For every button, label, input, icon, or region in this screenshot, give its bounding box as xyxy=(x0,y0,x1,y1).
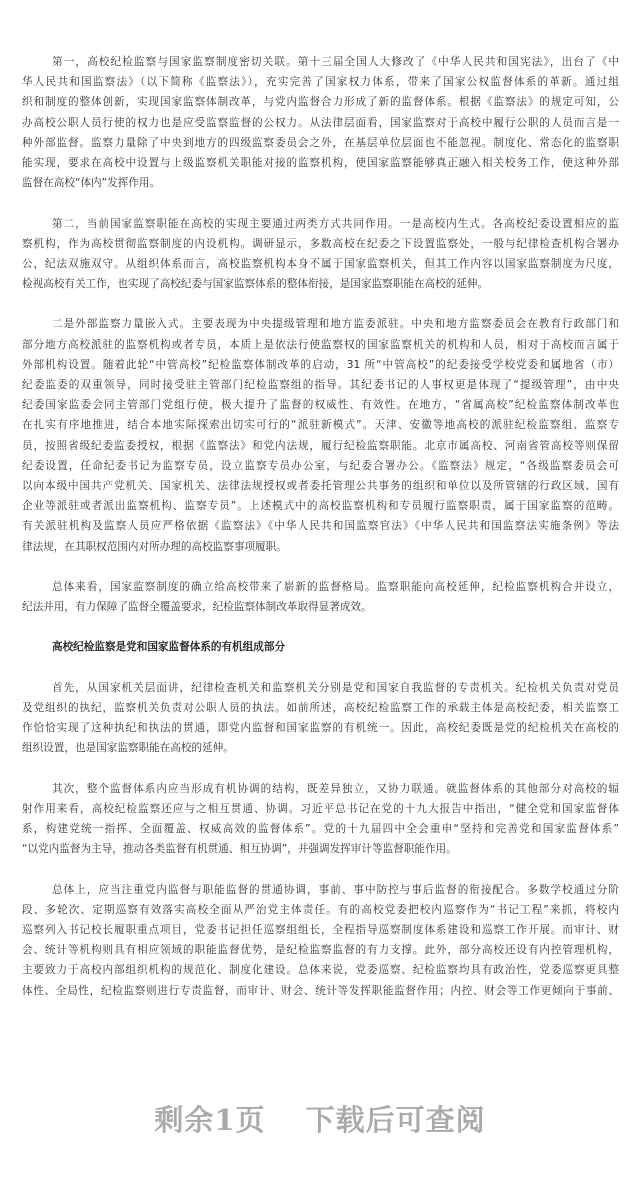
text-line: 巡察列入书记校长履职重点项目，党委书记担任巡察组组长，全程指导巡察制度体系建设和巡察工作开展。而审计、财 xyxy=(22,924,619,937)
text-line: 作恰恰实现了这种执纪和执法的贯通，即党内监督和国家监察的有机统一。因此，高校纪委既是党的纪检机关在高校的 xyxy=(22,722,619,735)
paragraph xyxy=(22,779,619,860)
text-line: 首先，从国家机关层面讲，纪律检查机关和监察机关分别是党和国家自我监督的专责机关。纪检机关负责对党员 xyxy=(52,681,619,694)
text-line: 有关派驻机构及监察人员应严格依据《监察法》《中华人民共和国监察官法》《中华人民共和国监察法实施条例》等法 xyxy=(22,520,619,533)
text-line: 其次，整个监督体系内应当形成有机协调的结构，既差异独立，又协力联通。就监督体系的其他部分对高校的辐 xyxy=(52,782,619,795)
text-line: 外部机构设置。随着此轮“中管高校”纪检监察体制改革的启动，31 所“中管高校”的纪委接受学校党委和属地省（市） xyxy=(22,358,619,371)
text-line: 射作用来看，高校纪检监察还应与之相互贯通、协调。习近平总书记在党的十九大报告中指出，“健全党和国家监督体 xyxy=(22,802,619,815)
text-line: 体性、全局性，纪检监察则进行专责监督，而审计、财会、统计等发挥职能监督作用；内控、财会等工作更倾向于事前、 xyxy=(22,984,619,997)
paragraph xyxy=(22,314,619,556)
text-line: 监督在高校“体内”发挥作用。 xyxy=(22,177,161,190)
text-line: 公，纪法双施双守。从组织体系而言，高校监察机构本身不属于国家监察机关，但其工作内容以国家监察制度为尺度， xyxy=(22,257,619,270)
text-line: 主要致力于高校内部组织机构的规范化、制度化建设。总体来说，党委巡察、纪检监察均具有政治性，党委巡察更具整 xyxy=(22,964,619,977)
text-line: 部分地方高校派驻的监察机构或者专员，本质上是依法行使监察权的国家监察机关的机构和人员，相对于高校而言属于 xyxy=(22,338,619,351)
paragraph xyxy=(22,880,619,1001)
text-line: 以向本级中国共产党机关、国家机关、法律法规授权或者委托管理公共事务的组织和单位以及所管辖的行政区域、国有 xyxy=(22,479,619,492)
paragraph xyxy=(22,678,619,759)
text-line: 总体上，应当注重党内监督与职能监督的贯通协调，事前、事中防控与事后监督的衔接配合。多数学校通过分阶 xyxy=(52,883,619,896)
text-line: “以党内监督为主导，推动各类监督有机贯通、相互协调”，并强调发挥审计等监督职能作用。 xyxy=(22,843,457,856)
download-prompt-banner[interactable] xyxy=(0,1098,640,1139)
text-line: 高校纪检监察是党和国家监督体系的有机组成部分 xyxy=(52,641,286,654)
text-line: 纪法并用，有力保障了监督全覆盖要求，纪检监察体制改革取得显著成效。 xyxy=(22,601,372,614)
text-line: 华人民共和国监察法》（以下简称《监察法》），充实完善了国家权力体系，带来了国家公权监督体系的革新。通过组 xyxy=(22,76,619,89)
paragraph xyxy=(22,577,619,617)
text-line: 织和制度的整体创新，实现国家监察体制改革，与党内监督合力形成了新的监督体系。根据《监察法》的规定可知，公 xyxy=(22,96,619,109)
text-line: 及党组织的执纪，监察机关负责对公职人员的执法。如前所述，高校纪检监察工作的承载主体是高校纪委，相关监察工 xyxy=(22,702,619,714)
text-line: 检视高校有关工作，也实现了高校纪委与国家监察体系的整体衔接，是国家监察职能在高校的延伸。 xyxy=(22,278,489,291)
text-line: 第二，当前国家监察职能在高校的实现主要通过两类方式共同作用。一是高校内生式。各高校纪委设置相应的监 xyxy=(52,217,619,230)
text-line: 二是外部监察力量嵌入式。主要表现为中央提级管理和地方监委派驻。中央和地方监察委员会在教育行政部门和 xyxy=(52,318,619,331)
text-line: 办高校公职人员行使的权力也是应受监察监督的公权力。从法律层面看，国家监察对于高校中履行公职的人员而言是一 xyxy=(22,116,619,129)
text-line: 企业等派驻或者派出监察机构、监察专员”。上述模式中的高校监察机构和专员履行监察职责，属于国家监察的范畴。 xyxy=(22,500,619,513)
paragraph xyxy=(22,52,619,193)
remaining-pages-text: 剩余1页 xyxy=(154,1103,266,1137)
text-line: 第一，高校纪检监察与国家监察制度密切关联。第十三届全国人大修改了《中华人民共和国宪法》，出台了《中 xyxy=(52,56,619,68)
text-line: 系，构建党统一指挥、全面覆盖、权威高效的监督体系”。党的十九届四中全会重申“坚持和完善党和国家监督体系” xyxy=(22,823,619,836)
section-heading xyxy=(22,637,619,657)
text-line: 律法规，在其职权范围内对所办理的高校监察事项履职。 xyxy=(22,540,287,553)
document-body xyxy=(22,52,619,1021)
text-line: 总体来看，国家监察制度的确立给高校带来了崭新的监督格局。监察职能向高校延伸，纪检监察机构合并设立， xyxy=(52,580,619,593)
text-line: 察机构，作为高校贯彻监察制度的内设机构。调研显示，多数高校在纪委之下设置监察处，一般与纪律检查机构合署办 xyxy=(22,237,619,250)
download-to-view-text[interactable]: 下载后可查阅 xyxy=(305,1103,486,1137)
text-line: 在扎实有序地推进，结合本地实际探索出切实可行的“派驻新模式”。天津、安徽等地高校的派驻纪检监察组、监察专 xyxy=(22,419,619,432)
text-line: 员，按照省级纪委监委授权，根据《监察法》和党内法规，履行纪检监察职能。北京市属高校、河南省管高校等则保留 xyxy=(22,439,619,452)
text-line: 纪委监委的双重领导，同时接受驻主管部门纪检监察组的指导。其纪委书记的人事权更是体现了“提级管理”，由中央 xyxy=(22,379,619,391)
text-line: 纪委设置，任命纪委书记为监察专员，设立监察专员办公室，与纪委合署办公。《监察法》规定，“各级监察委员会可 xyxy=(22,459,619,472)
text-line: 能实现，要求在高校中设置与上级监察机关职能对接的监察机构，使国家监察能够真正融入相关校务工作，使这种外部 xyxy=(22,156,619,169)
text-line: 纪委国家监委会同主管部门党组行使，极大提升了监督的权威性、有效性。在地方，“省属高校”纪检监察体制改革也 xyxy=(22,399,619,412)
text-line: 会、统计等机构则具有相应领域的职能监督优势，是纪检监察监督的有力支撑。此外，部分高校还设有内控管理机构， xyxy=(22,944,619,957)
paragraph xyxy=(22,214,619,295)
text-line: 组织设置，也是国家监察职能在高校的延伸。 xyxy=(22,742,234,755)
text-line: 种外部监督。监察力量除了中央到地方的四级监察委员会之外，在基层单位层面也不能忽视。制度化、常态化的监察职 xyxy=(22,136,619,149)
text-line: 段、多轮次、定期巡察有效落实高校全面从严治党主体责任。有的高校党委把校内巡察作为“书记工程”来抓，将校内 xyxy=(22,903,619,916)
